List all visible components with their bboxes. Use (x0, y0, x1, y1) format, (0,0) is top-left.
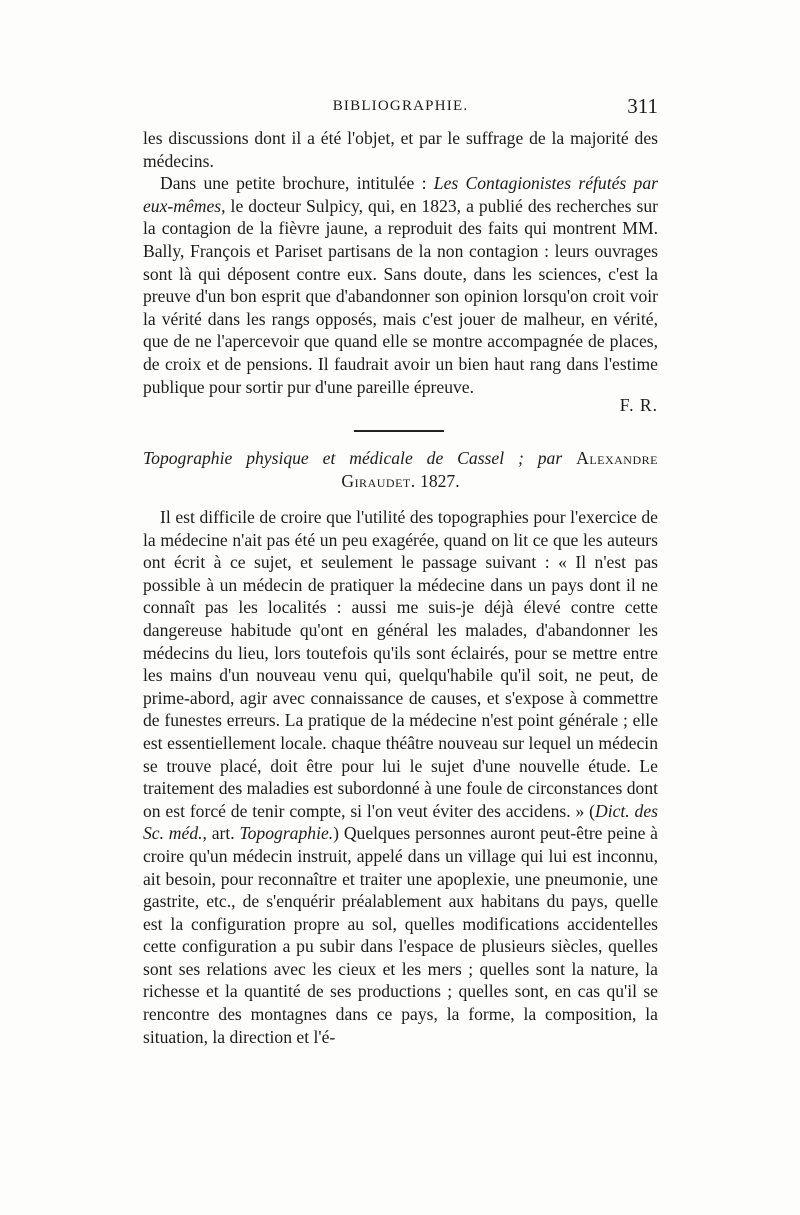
page-header (143, 96, 658, 122)
running-head: BIBLIOGRAPHIE. (332, 98, 469, 114)
body-part-1: Il est difficile de croire que l'utilité des topographies pour l'exercice de la médecine n'ait pas été un peu exagérée, quand on lit ce que les auteurs ont écrit à ce sujet, et seulement le passage suivant : « Il n'est pas possible à un médecin de pratiquer la médecine dans un pays dont il ne connaît pas les localités : aussi me suis-je déjà élevé contre cette dangereuse habitude qu'ont en général les malades, d'abandonner les médecins du lieu, lors toutefois qu'ils sont éclairés, pour se mettre entre les mains d'un nouveau venu qui, quelqu'habile qu'il soit, ne peut, de prime-abord, agir avec connaissance de causes, et s'expose à commettre de funestes erreurs. La pratique de la médecine n'est point générale ; elle est essentiellement locale. chaque théâtre nouveau sur lequel un médecin se trouve placé, doit être pour lui le sujet d'une nouvelle étude. Le traitement des maladies est subordonné à une foule de circonstances dont on est forcé de tenir compte, si l'on veut éviter des accidens. » ( (143, 507, 658, 821)
citation-title: Dict. des Sc. méd. (143, 800, 658, 844)
section-divider (354, 430, 444, 432)
brochure-title: Les Contagionistes réfutés par eux-mêmes (143, 173, 658, 216)
review-continuation-text (143, 127, 658, 398)
review-heading (143, 447, 658, 493)
review-title-line (143, 447, 658, 470)
review-author-first: Alexandre (576, 448, 658, 468)
brochure-paragraph (143, 172, 658, 398)
review-signature: F. R. (619, 395, 658, 415)
page-number: 311 (627, 94, 658, 118)
brochure-body: , le docteur Sulpicy, qui, en 1823, a publié des recherches sur la contagion de la fièvre jaune, a reproduit des faits qui montrent MM. Bally, François et Pariset partisans de la non contagion : leurs ouvrages sont là qui déposent contre eux. Sans doute, dans les sciences, c'est la preuve d'un bon esprit que d'abandonner son opinion lorsqu'on croit voir la vérité dans les rangs opposés, mais c'est jouer de malheur, en vérité, que de ne l'apercevoir que quand elle se montre accompagnée de places, de croix et de pensions. Il faudrait avoir un bien haut rang dans l'estime publique pour sortir pur d'une pareille épreuve. (143, 195, 658, 397)
review-author-last: Giraudet. (341, 471, 416, 491)
brochure-intro: Dans une petite brochure, intitulée : (160, 173, 434, 194)
review-body-text (143, 506, 658, 1048)
review-body-paragraph (143, 506, 658, 1048)
citation-article: Topographie. (239, 823, 334, 844)
review-author-line (143, 470, 658, 493)
body-part-2: , art. (202, 823, 240, 844)
continuation-paragraph: les discussions dont il a été l'objet, et par le suffrage de la majorité des médecins. (143, 128, 658, 171)
review-year: 1827. (420, 471, 460, 491)
review-title: Topographie physique et médicale de Cassel ; par (143, 448, 563, 468)
body-part-3: ) Quelques personnes auront peut-être peine à croire qu'un médecin instruit, appelé dans un village qui lui est inconnu, ait besoin, pour reconnaître et traiter une apoplexie, une pneumonie, une gastrite, etc., de s'enquérir préalablement aux habitans du pays, quelle est la configuration propre au sol, quelles modifications accidentelles cette configuration a pu subir dans l'espace de plusieurs siècles, quelles sont ses relations avec les cieux et les mers ; quelles sont la nature, la richesse et la quantité de ses productions ; quelles sont, en cas qu'il se rencontre des montagnes dans ce pays, la forme, la composition, la situation, la direction et l'é- (143, 823, 658, 1047)
